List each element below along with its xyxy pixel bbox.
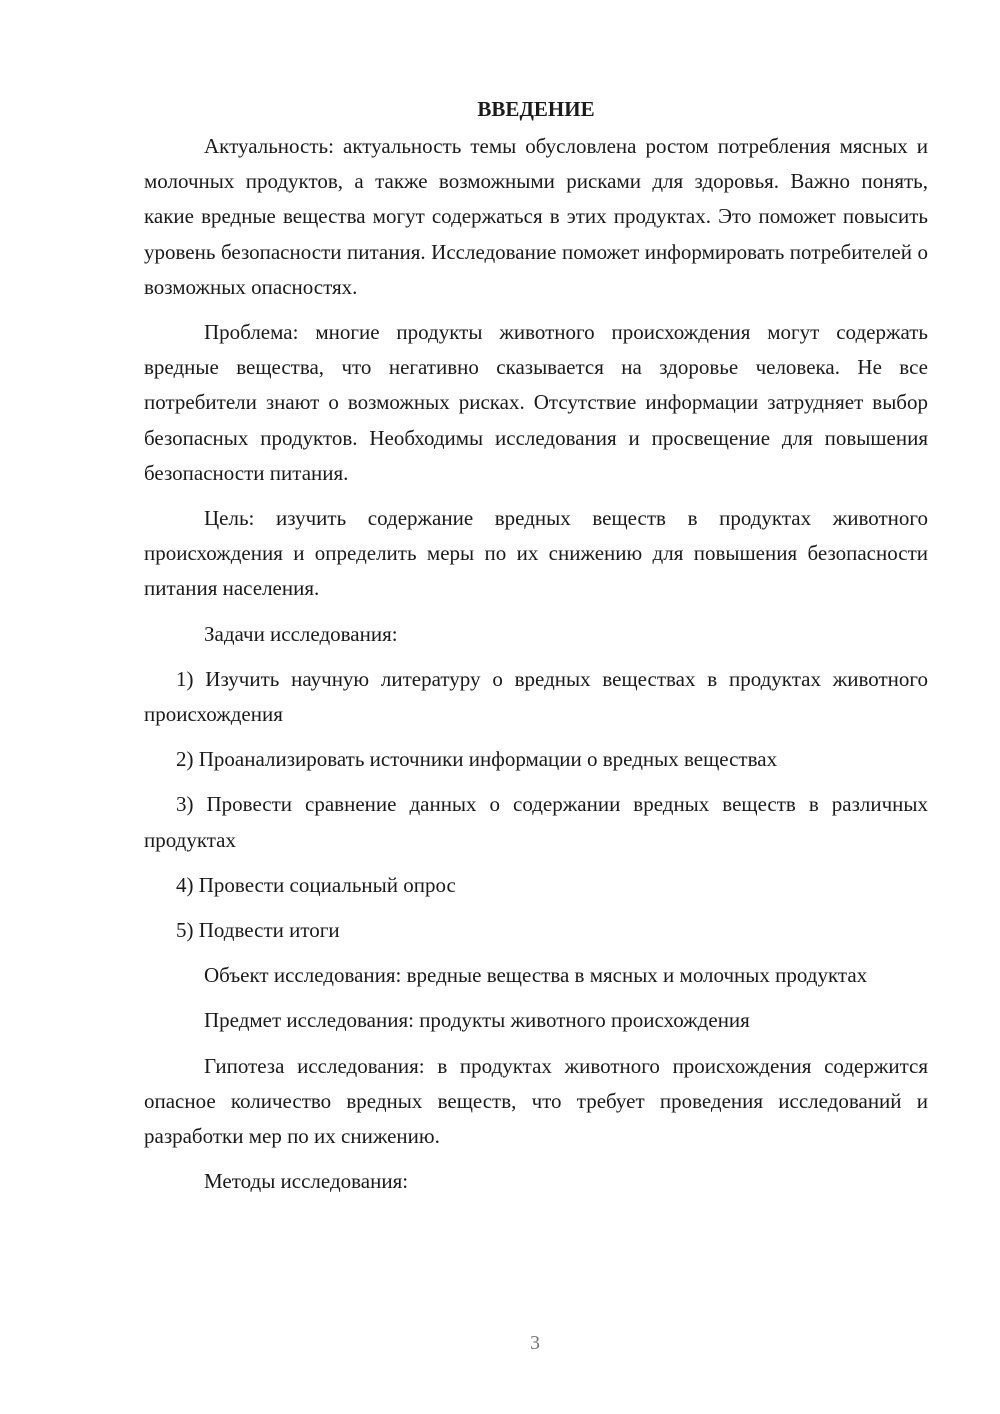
subject-paragraph: Предмет исследования: продукты животного происхождения xyxy=(204,1008,750,1033)
hypothesis-paragraph: Гипотеза исследования: в продуктах животного происхождения содержится опасное количество вредных веществ, что требует проведения исследований и разработки мер по их снижению. xyxy=(144,1053,928,1149)
methods-heading: Методы исследования: xyxy=(204,1169,409,1194)
relevance-paragraph: Актуальность: актуальность темы обусловлена ростом потребления мясных и молочных продуктов, а также возможными рисками для здоровья. Важно понять, какие вредные вещества могут содержаться в этих продуктах. Это поможет повысить уровень безопасности питания. Исследование поможет информировать потребителей о возможных опасностях. xyxy=(144,134,928,299)
task-item-3: 3) Провести сравнение данных о содержании вредных веществ в различных продуктах xyxy=(144,792,928,852)
problem-paragraph: Проблема: многие продукты животного происхождения могут содержать вредные вещества, что негативно сказывается на здоровье человека. Не все потребители знают о возможных рисках. Отсутствие информации затрудняет выбор безопасных продуктов. Необходимы исследования и просвещение для повышения безопасности питания. xyxy=(144,320,928,485)
document-page xyxy=(144,92,928,1209)
goal-paragraph: Цель: изучить содержание вредных веществ в продуктах животного происхождения и определить меры по их снижению для повышения безопасности питания населения. xyxy=(144,506,928,601)
task-item-2: 2) Проанализировать источники информации о вредных веществах xyxy=(176,747,778,772)
tasks-heading: Задачи исследования: xyxy=(204,621,398,646)
page-title: ВВЕДЕНИЕ xyxy=(477,97,595,121)
task-item-5: 5) Подвести итоги xyxy=(176,918,340,943)
task-item-4: 4) Провести социальный опрос xyxy=(176,872,456,897)
object-paragraph: Объект исследования: вредные вещества в мясных и молочных продуктах xyxy=(204,963,868,988)
page-number: 3 xyxy=(530,1332,540,1354)
task-item-1: 1) Изучить научную литературу о вредных веществах в продуктах животного происхождения xyxy=(144,666,928,727)
